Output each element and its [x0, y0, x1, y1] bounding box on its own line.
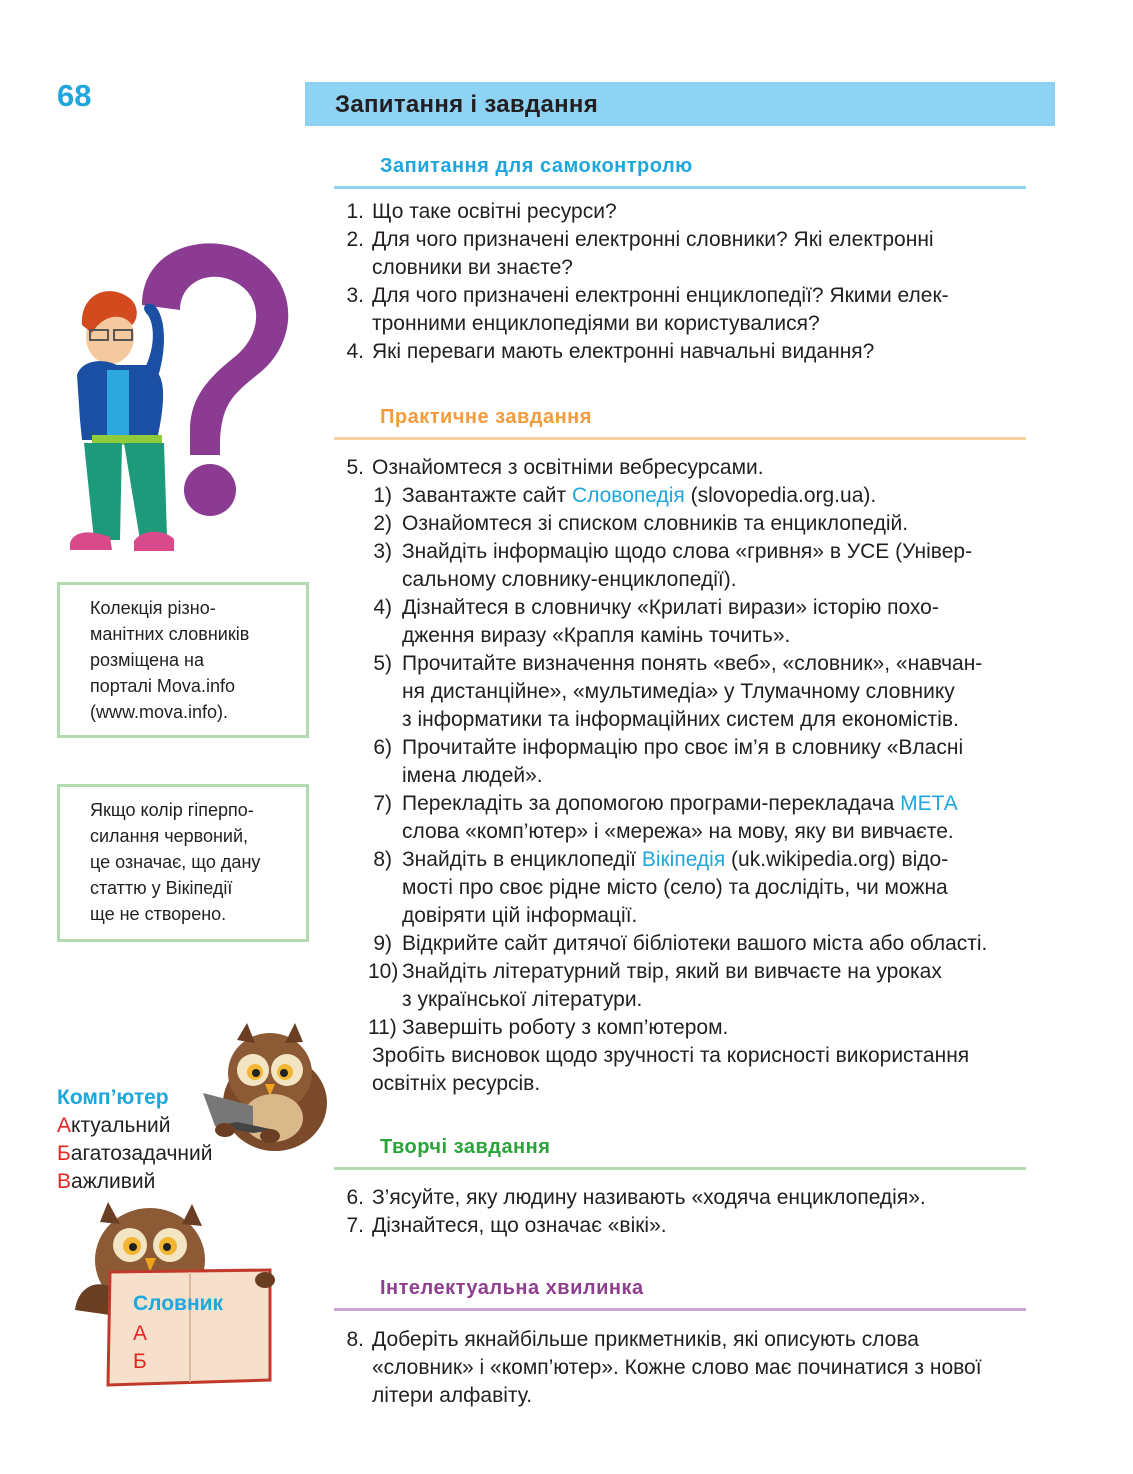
task-line: освітніх ресурсів.: [372, 1072, 541, 1095]
task-text: Перекладіть за допомогою програми-перекладача: [402, 792, 901, 815]
page-number: 68: [57, 78, 92, 113]
task-line: [402, 650, 1028, 678]
task-number: 3): [373, 540, 392, 563]
task-text: Прочитайте визначення понять «веб», «словник», «навчан-: [402, 652, 983, 675]
note-box-dictionaries: [57, 582, 309, 738]
task-text: тронними енциклопедіями ви користувалися?: [372, 312, 820, 335]
owl-with-laptop-illustration: [195, 1018, 335, 1153]
rule-practical: [334, 437, 1026, 440]
note-line: Якщо колір гіперпо-: [90, 800, 254, 820]
task-text: Дізнайтеся, що означає «вікі».: [372, 1214, 667, 1237]
note-text: [90, 595, 249, 725]
note-line: ще не створено.: [90, 904, 227, 924]
task-text: Ознайомтеся з освітніми вебресурсами.: [372, 456, 764, 479]
acrostic-line: [57, 1140, 212, 1168]
task-text: З’ясуйте, яку людину називають «ходяча енциклопедія».: [372, 1186, 926, 1209]
task-text: ня дистанційне», «мультимедіа» у Тлумачному словнику: [402, 680, 955, 703]
task-line: [372, 1354, 1032, 1382]
task-number: 4): [373, 596, 392, 619]
task-line: [402, 706, 1028, 734]
task-number: 2): [373, 512, 392, 535]
resource-link[interactable]: МЕТА: [900, 792, 958, 815]
heading-creative: Творчі завдання: [380, 1136, 551, 1158]
task-number: 7): [373, 792, 392, 815]
question-mark-boy-illustration: [62, 225, 302, 560]
task-number: 3.: [346, 284, 364, 307]
task-line: [402, 790, 1028, 818]
task-line: [402, 958, 1028, 986]
task-line: [402, 734, 1028, 762]
note-line: силання червоний,: [90, 826, 249, 846]
task-number: 1.: [346, 200, 364, 223]
task-line: [402, 594, 1028, 622]
task-text: мості про своє рідне місто (село) та дослідіть, чи можна: [402, 876, 948, 899]
task-text: Завантажте сайт: [402, 484, 572, 507]
task-line: [372, 1382, 1032, 1410]
task-line: [402, 678, 1028, 706]
task-line: [402, 818, 1028, 846]
task-line: [402, 510, 1028, 538]
task-line: [402, 986, 1028, 1014]
task-line: [372, 1326, 1032, 1354]
task-line: [372, 198, 1032, 226]
task-number: 10): [368, 960, 399, 983]
task-text: Прочитайте інформацію про своє ім’я в словнику «Власні: [402, 736, 964, 759]
note-line: Колекція різно-: [90, 598, 216, 618]
task-text: Дізнайтеся в словничку «Крилаті вирази» історію похо-: [402, 596, 939, 619]
task-text: «словник» і «комп’ютер». Кожне слово має починатися з нової: [372, 1356, 982, 1379]
resource-link[interactable]: Вікіпедія: [641, 848, 726, 871]
book-word: Словник: [133, 1292, 224, 1315]
task-number: 7.: [346, 1214, 364, 1237]
task-text: довіряти цій інформації.: [402, 904, 638, 927]
note-text: [90, 797, 260, 927]
task-text: літери алфавіту.: [372, 1384, 533, 1407]
task-line: [372, 226, 1032, 254]
task-text: Знайдіть в енциклопедії: [402, 848, 642, 871]
acrostic-initial: Б: [57, 1142, 71, 1165]
book-letter: Б: [133, 1350, 147, 1373]
heading-intellectual: Інтелектуальна хвилинка: [380, 1277, 644, 1299]
task-line: [372, 338, 1032, 366]
task-text: Що таке освітні ресурси?: [372, 200, 617, 223]
task-number: 5.: [346, 456, 364, 479]
task-text: (slovopedia.org.ua).: [684, 484, 877, 507]
note-line: розміщена на: [90, 650, 204, 670]
task-number: 8.: [346, 1328, 364, 1351]
note-line: (www.mova.info).: [90, 702, 229, 722]
rule-intellectual: [334, 1308, 1026, 1311]
task-line: [372, 282, 1032, 310]
book-letter: А: [133, 1322, 148, 1345]
task-line: [402, 846, 1028, 874]
task-text: словники ви знаєте?: [372, 256, 573, 279]
task-text: Які переваги мають електронні навчальні видання?: [372, 340, 875, 363]
task-text: Знайдіть літературний твір, який ви вивчаєте на уроках: [402, 960, 942, 983]
resource-link[interactable]: Словопедія: [571, 484, 685, 507]
task-line: [402, 902, 1028, 930]
task-text: з української літератури.: [402, 988, 643, 1011]
task-text: дження виразу «Крапля камінь точить».: [402, 624, 791, 647]
task-text: Для чого призначені електронні енциклопедії? Якими елек-: [372, 284, 949, 307]
acrostic-line: [57, 1112, 171, 1140]
task-line: [402, 622, 1028, 650]
task-line: [402, 762, 1028, 790]
task-number: 8): [373, 848, 392, 871]
task-text: Ознайомтеся зі списком словників та енциклопедій.: [402, 512, 909, 535]
task-text: з інформатики та інформаційних систем для економістів.: [402, 708, 959, 731]
task-line: [402, 874, 1028, 902]
acrostic-initial: А: [57, 1114, 72, 1137]
note-line: це означає, що дану: [90, 852, 261, 872]
task-line: [372, 1212, 1032, 1240]
acrostic-rest: агатозадачний: [70, 1142, 213, 1165]
task-text: Завершіть роботу з комп’ютером.: [402, 1016, 729, 1039]
task-line: [402, 1014, 1028, 1042]
task-number: 11): [368, 1016, 397, 1039]
task-line: [372, 310, 1032, 338]
task-line: Зробіть висновок щодо зручності та корисності використання: [372, 1044, 970, 1067]
task-number: 9): [373, 932, 392, 955]
task-number: 1): [373, 484, 392, 507]
task-text: сальному словнику-енциклопедії).: [402, 568, 737, 591]
task-line: [402, 566, 1028, 594]
task-line: [372, 254, 1032, 282]
task-line: [372, 1184, 1032, 1212]
note-box-wikipedia: [57, 784, 309, 942]
section-title: Запитання і завдання: [335, 91, 599, 118]
task-text: слова «комп’ютер» і «мережа» на мову, яку ви вивчаєте.: [402, 820, 954, 843]
heading-self-check: Запитання для самоконтролю: [380, 155, 693, 177]
task-number: 4.: [346, 340, 364, 363]
task-text: Для чого призначені електронні словники? Які електронні: [372, 228, 934, 251]
task-number: 6.: [346, 1186, 364, 1209]
acrostic-rest: ктуальний: [71, 1114, 171, 1137]
task-line: [402, 930, 1028, 958]
task-number: 2.: [346, 228, 364, 251]
acrostic-line: [57, 1168, 155, 1196]
task-number: 6): [373, 736, 392, 759]
task-number: 5): [373, 652, 392, 675]
heading-practical: Практичне завдання: [380, 406, 592, 428]
note-line: порталі Mova.info: [90, 676, 235, 696]
task-line: [402, 482, 1028, 510]
acrostic-word: Комп’ютер: [57, 1086, 169, 1109]
task-text: Знайдіть інформацію щодо слова «гривня» в УСЕ (Універ-: [402, 540, 973, 563]
task-text: (uk.wikipedia.org) відо-: [725, 848, 949, 871]
rule-self-check: [334, 186, 1026, 189]
acrostic-rest: ажливий: [71, 1170, 156, 1193]
acrostic-initial: В: [57, 1170, 72, 1193]
task-text: імена людей».: [402, 764, 543, 787]
note-line: манітних словників: [90, 624, 250, 644]
task-text: Доберіть якнайбільше прикметників, які описують слова: [372, 1328, 919, 1351]
rule-creative: [334, 1167, 1026, 1170]
task-line: [402, 538, 1028, 566]
section-title-band: [305, 82, 1055, 126]
note-line: статтю у Вікіпедії: [90, 878, 233, 898]
task-text: Відкрийте сайт дитячої бібліотеки вашого міста або області.: [402, 932, 988, 955]
